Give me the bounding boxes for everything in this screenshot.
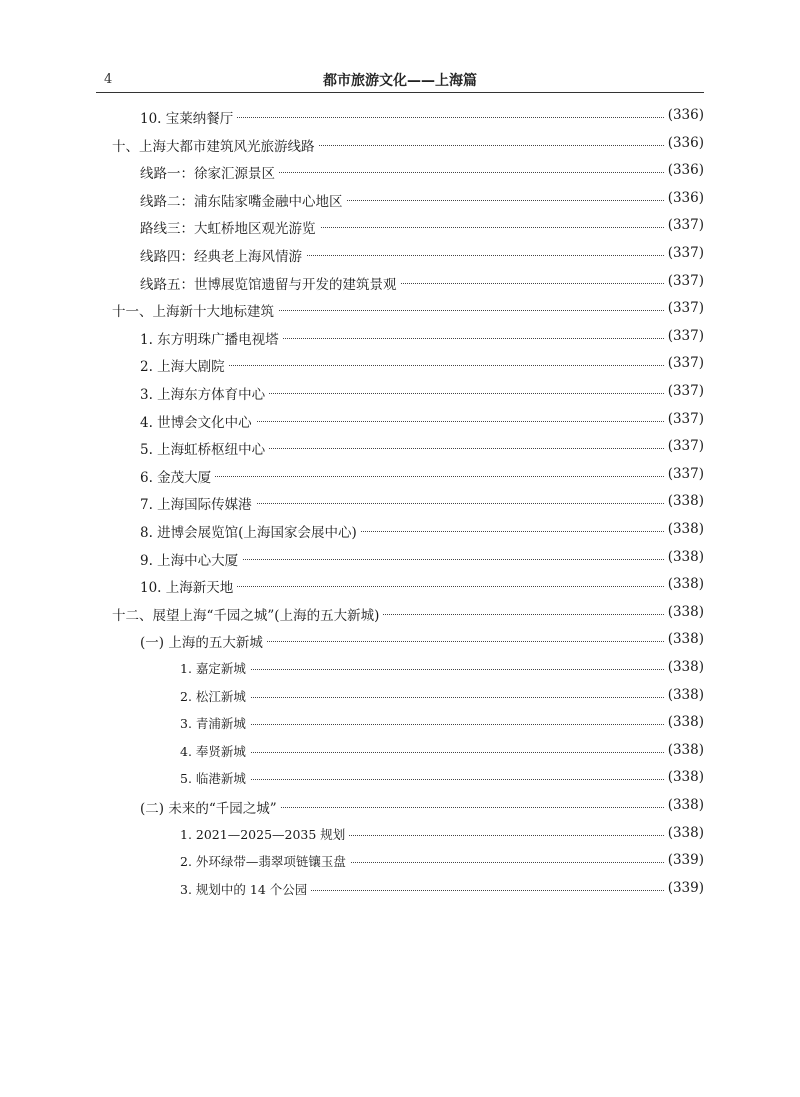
toc-entry[interactable] (0, 601, 800, 625)
toc-entry-title: 5. 临港新城 (180, 769, 250, 787)
toc-entry-title: 1. 2021—2025—2035 规划 (180, 825, 349, 843)
toc-entry[interactable] (0, 435, 800, 459)
toc-entry[interactable] (0, 794, 800, 818)
dot-leader (170, 586, 702, 587)
toc-entry-title: (一) 上海的五大新城 (140, 631, 267, 651)
dot-leader (210, 697, 702, 698)
dot-leader (170, 117, 702, 118)
toc-entry-title: 3. 青浦新城 (180, 714, 250, 732)
toc-entry[interactable] (0, 518, 800, 542)
toc-entry[interactable] (0, 352, 800, 376)
toc-entry-page: (337) (664, 217, 704, 233)
toc-entry-page: (338) (664, 687, 704, 703)
toc-entry[interactable] (0, 849, 800, 873)
toc-entry-title: 10. 宝莱纳餐厅 (140, 107, 237, 127)
dot-leader (210, 779, 702, 780)
toc-entry[interactable] (0, 187, 800, 211)
toc-entry-page: (336) (664, 162, 704, 178)
toc-entry[interactable] (0, 325, 800, 349)
toc-entry-title: 1. 嘉定新城 (180, 659, 250, 677)
toc-entry-page: (336) (664, 190, 704, 206)
toc-entry[interactable] (0, 104, 800, 128)
toc-entry-page: (339) (664, 880, 704, 896)
toc-entry-title: 3. 规划中的 14 个公园 (180, 880, 311, 898)
toc-entry-page: (338) (664, 493, 704, 509)
toc-entry-page: (337) (664, 245, 704, 261)
toc-entry[interactable] (0, 684, 800, 708)
toc-entry[interactable] (0, 242, 800, 266)
toc-entry[interactable] (0, 297, 800, 321)
toc-entry-page: (337) (664, 466, 704, 482)
toc-entry[interactable] (0, 463, 800, 487)
page-number: 4 (104, 72, 113, 87)
toc-entry-page: (338) (664, 549, 704, 565)
dot-leader (210, 724, 702, 725)
toc-entry-page: (338) (664, 714, 704, 730)
toc-entry-title: 4. 世博会文化中心 (140, 411, 256, 431)
toc-entry-page: (337) (664, 273, 704, 289)
toc-entry[interactable] (0, 490, 800, 514)
page-header (96, 70, 704, 93)
dot-leader (210, 669, 702, 670)
toc-entry-title: 1. 东方明珠广播电视塔 (140, 328, 283, 348)
toc-entry-title: 10. 上海新天地 (140, 576, 237, 596)
toc-entry-title: 2. 松江新城 (180, 687, 250, 705)
toc-entry-title: 线路一：徐家汇源景区 (140, 162, 279, 182)
toc-entry[interactable] (0, 380, 800, 404)
toc-entry-page: (337) (664, 328, 704, 344)
toc-entry[interactable] (0, 214, 800, 238)
toc-entry-page: (337) (664, 438, 704, 454)
toc-entry-page: (338) (664, 521, 704, 537)
toc-entry-page: (336) (664, 135, 704, 151)
toc-entry[interactable] (0, 159, 800, 183)
toc-entry-title: 7. 上海国际传媒港 (140, 493, 256, 513)
dot-leader (170, 559, 702, 560)
toc-entry-page: (338) (664, 631, 704, 647)
toc-entry[interactable] (0, 573, 800, 597)
toc-entry-page: (337) (664, 300, 704, 316)
toc-entry[interactable] (0, 766, 800, 790)
dot-leader (170, 365, 702, 366)
dot-leader (210, 752, 702, 753)
toc-entry-title: 路线三：大虹桥地区观光游览 (140, 217, 320, 237)
toc-entry-page: (336) (664, 107, 704, 123)
dot-leader (170, 476, 702, 477)
toc-entry-title: 6. 金茂大厦 (140, 466, 215, 486)
toc-entry[interactable] (0, 270, 800, 294)
toc-entry-title: 2. 外环绿带—翡翠项链镶玉盘 (180, 852, 350, 870)
toc-entry-title: 5. 上海虹桥枢纽中心 (140, 438, 269, 458)
toc-entry[interactable] (0, 628, 800, 652)
toc-entry-page: (338) (664, 742, 704, 758)
toc-entry[interactable] (0, 822, 800, 846)
toc-entry-title: 线路五：世博展览馆遗留与开发的建筑景观 (140, 273, 401, 293)
toc-entry-title: 线路二：浦东陆家嘴金融中心地区 (140, 190, 347, 210)
toc-entry-page: (338) (664, 797, 704, 813)
toc-entry-page: (338) (664, 825, 704, 841)
toc-entry-page: (339) (664, 852, 704, 868)
toc-entry-title: (二) 未来的“千园之城” (140, 797, 281, 817)
toc-entry-page: (338) (664, 659, 704, 675)
toc-entry-title: 3. 上海东方体育中心 (140, 383, 269, 403)
toc-entry[interactable] (0, 877, 800, 901)
toc-entry-page: (337) (664, 355, 704, 371)
toc-entry-page: (338) (664, 604, 704, 620)
toc-entry-page: (338) (664, 769, 704, 785)
toc-entry[interactable] (0, 408, 800, 432)
toc-entry[interactable] (0, 711, 800, 735)
toc-entry-page: (338) (664, 576, 704, 592)
toc-entry[interactable] (0, 132, 800, 156)
toc-entry[interactable] (0, 739, 800, 763)
toc-entry-title: 十、上海大都市建筑风光旅游线路 (112, 135, 319, 155)
toc-entry-title: 十一、上海新十大地标建筑 (112, 300, 278, 320)
toc-entry[interactable] (0, 546, 800, 570)
toc-entry-page: (337) (664, 383, 704, 399)
toc-entry-title: 线路四：经典老上海风情游 (140, 245, 306, 265)
toc-entry-title: 2. 上海大剧院 (140, 355, 229, 375)
toc-entry-title: 8. 进博会展览馆(上海国家会展中心) (140, 521, 361, 541)
running-title: 都市旅游文化——上海篇 (323, 73, 477, 89)
toc-entry-title: 4. 奉贤新城 (180, 742, 250, 760)
toc-entry-title: 十二、展望上海“千园之城”(上海的五大新城) (112, 604, 383, 624)
toc-entry[interactable] (0, 656, 800, 680)
toc-entry-page: (337) (664, 411, 704, 427)
toc-entry-title: 9. 上海中心大厦 (140, 549, 242, 569)
